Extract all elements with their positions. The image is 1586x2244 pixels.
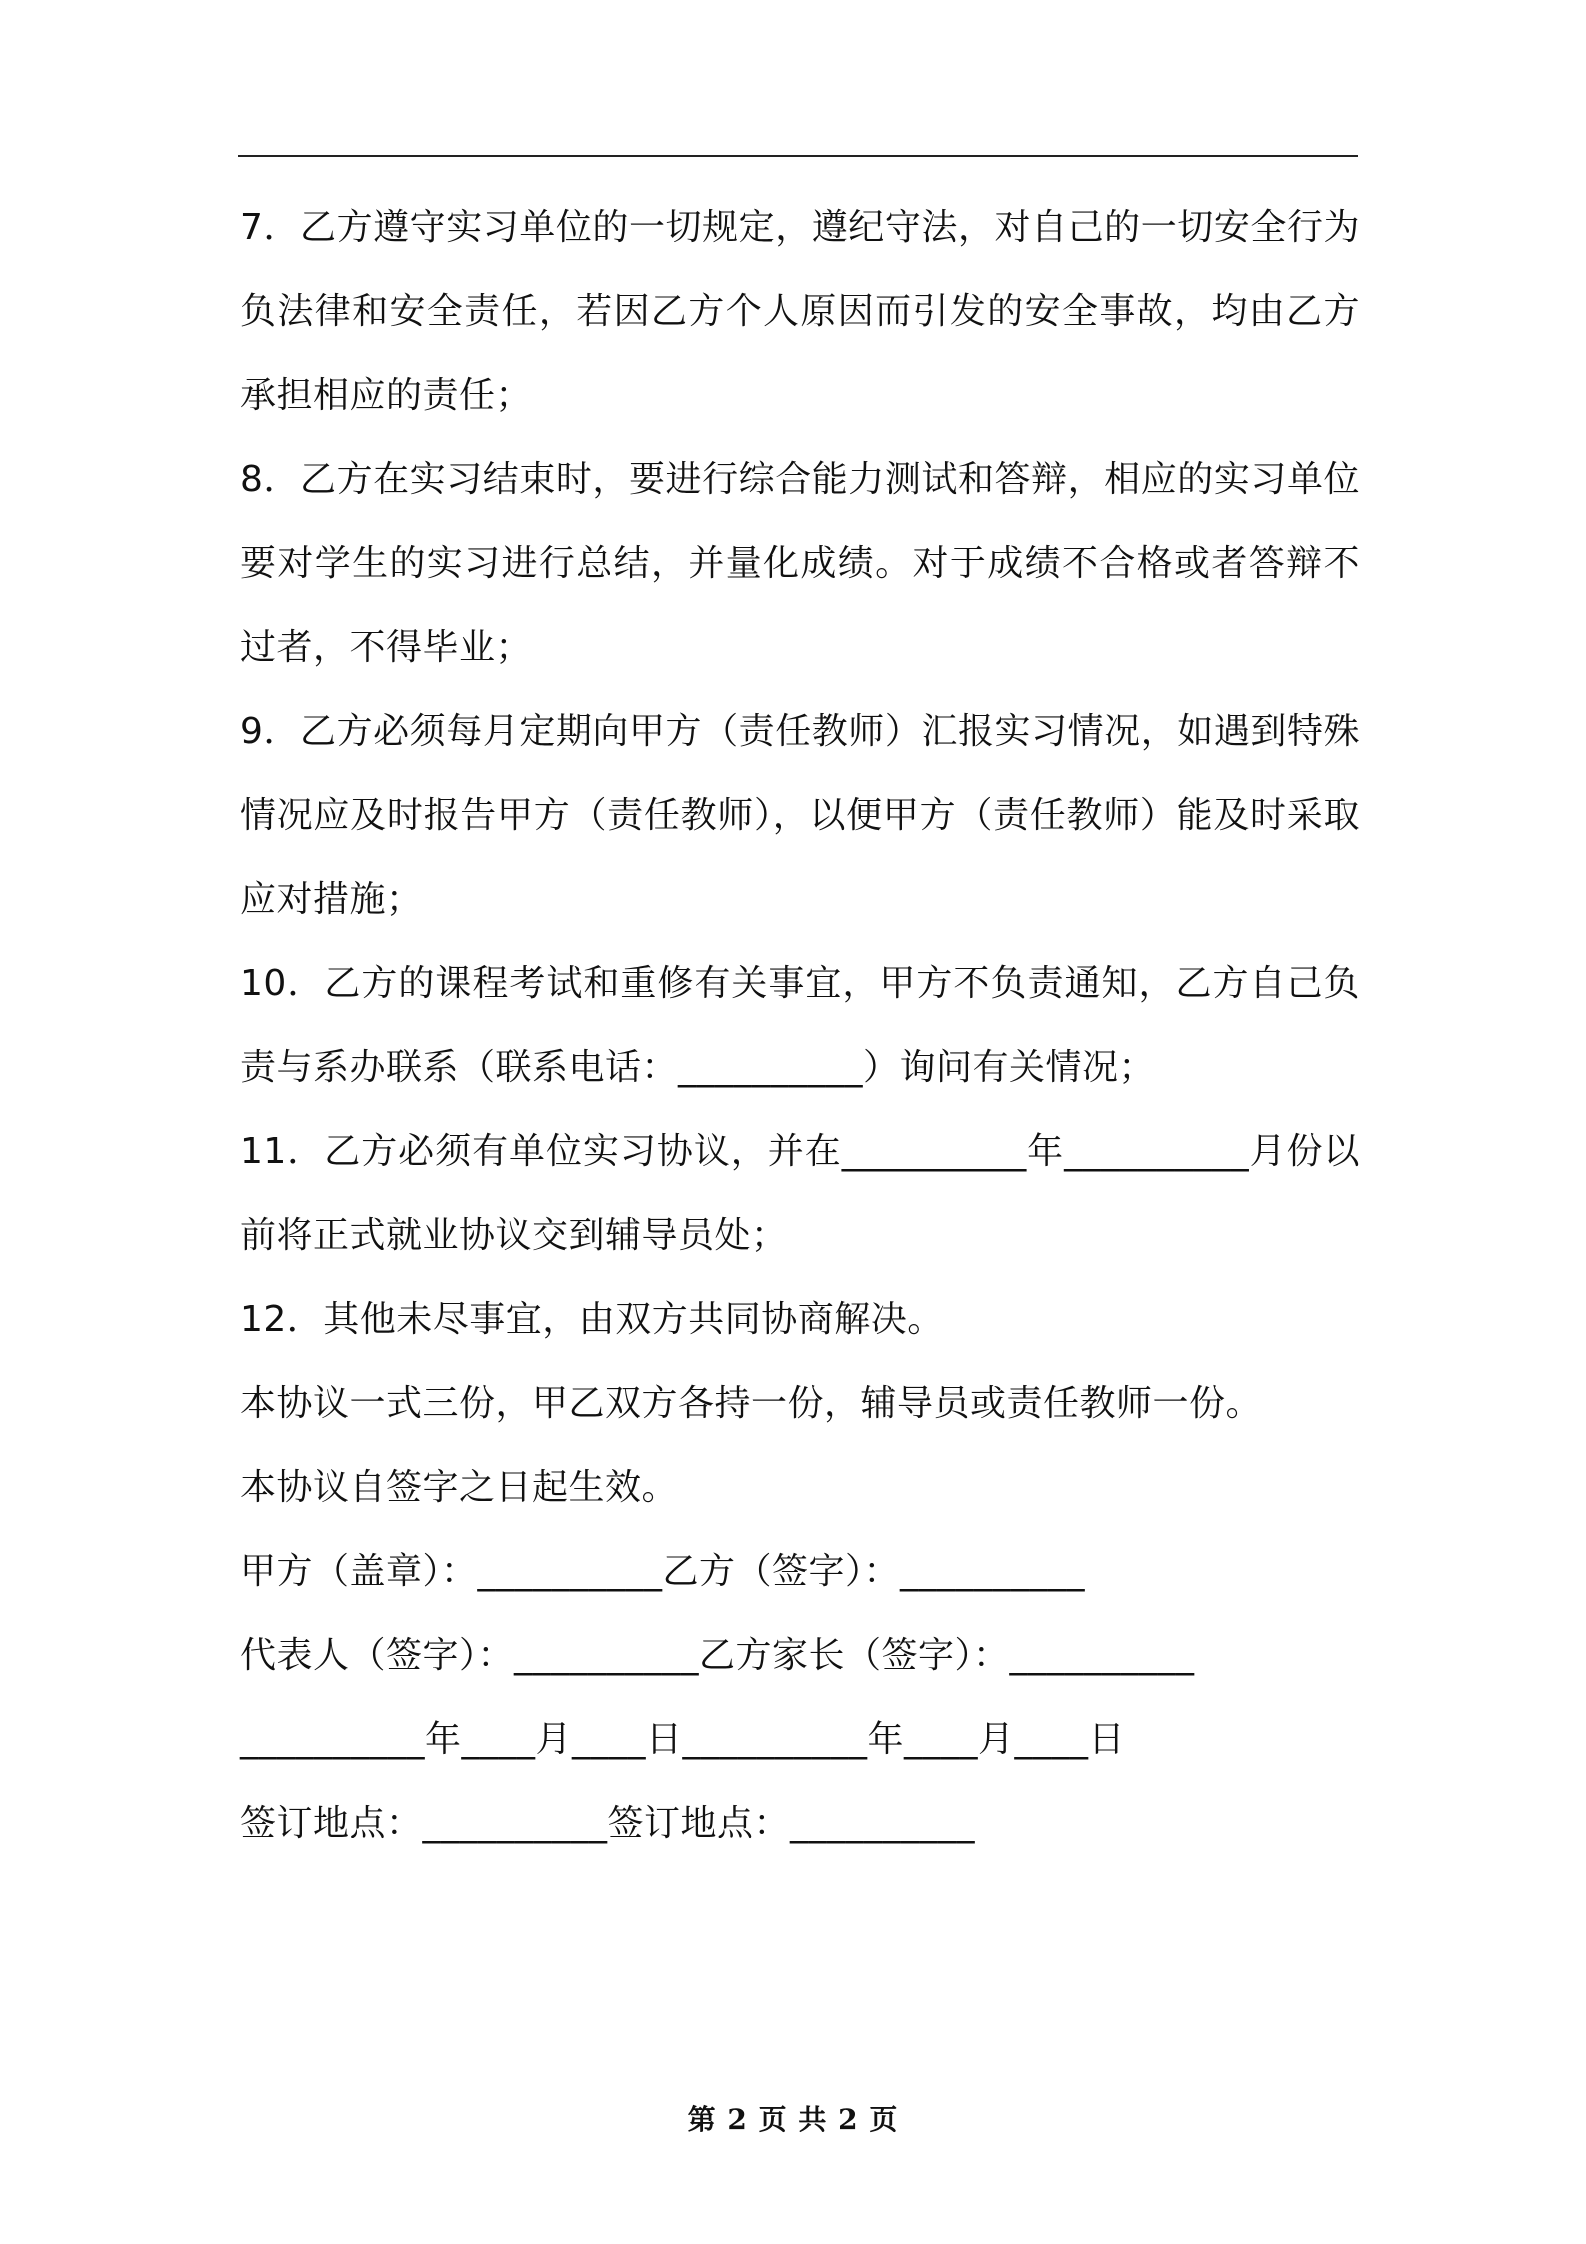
clause-9: 9．乙方必须每月定期向甲方（责任教师）汇报实习情况，如遇到特殊情况应及时报告甲方（责任教师），以便甲方（责任教师）能及时采取应对措施； — [240, 711, 1360, 920]
signature-line-parties: 甲方（盖章）：__________乙方（签字）：__________ — [240, 1551, 1086, 1592]
signature-line-dates: __________年____月____日__________年____月____日 — [240, 1719, 1125, 1760]
signature-line-locations: 签订地点：__________签订地点：__________ — [240, 1803, 976, 1844]
page-number: 第 2 页 共 2 页 — [687, 2103, 899, 2136]
header-divider — [238, 155, 1358, 157]
clause-12: 12．其他未尽事宜，由双方共同协商解决。 — [240, 1299, 944, 1340]
clause-11: 11．乙方必须有单位实习协议，并在__________年__________月份以前将正式就业协议交到辅导员处； — [240, 1131, 1360, 1256]
effective-statement: 本协议自签字之日起生效。 — [240, 1467, 679, 1508]
clause-7: 7．乙方遵守实习单位的一切规定，遵纪守法，对自己的一切安全行为负法律和安全责任，若因乙方个人原因而引发的安全事故，均由乙方承担相应的责任； — [240, 207, 1360, 416]
signature-block — [240, 1530, 1360, 1866]
copies-statement: 本协议一式三份，甲乙双方各持一份，辅导员或责任教师一份。 — [240, 1383, 1263, 1424]
signature-line-representatives: 代表人（签字）：__________乙方家长（签字）：__________ — [240, 1635, 1195, 1676]
document-body — [240, 186, 1360, 1866]
clause-8: 8．乙方在实习结束时，要进行综合能力测试和答辩，相应的实习单位要对学生的实习进行总结，并量化成绩。对于成绩不合格或者答辩不过者，不得毕业； — [240, 459, 1360, 668]
clause-10: 10．乙方的课程考试和重修有关事宜，甲方不负责通知，乙方自己负责与系办联系（联系电话：__________）询问有关情况； — [240, 963, 1360, 1088]
